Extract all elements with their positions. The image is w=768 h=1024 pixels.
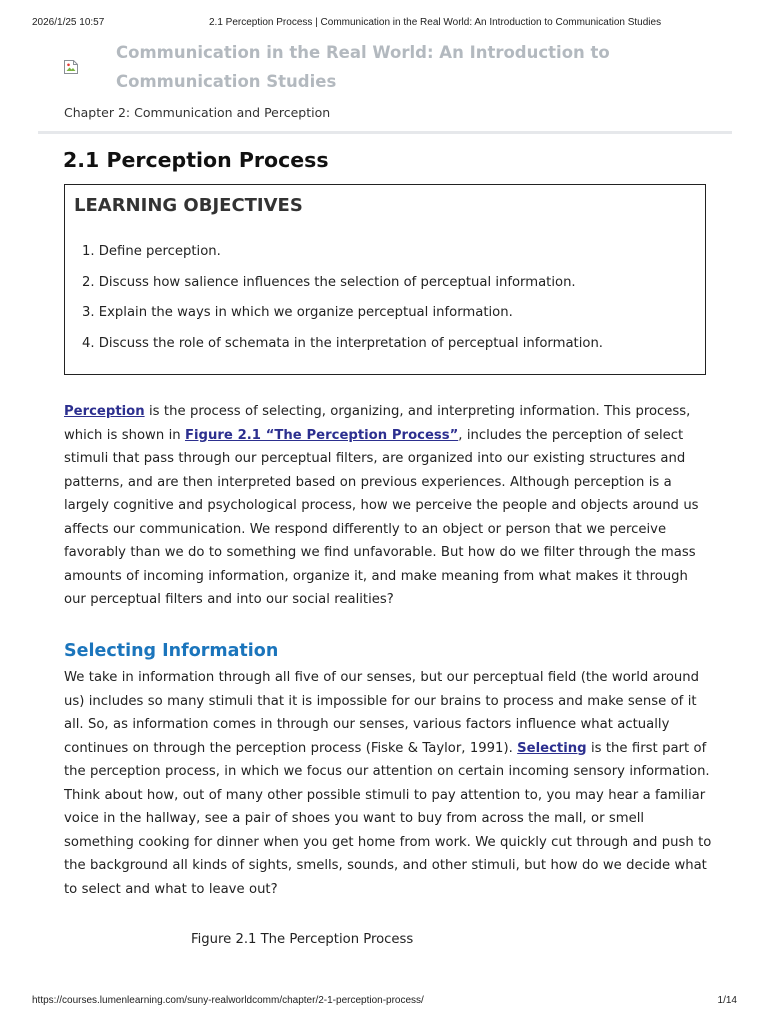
figure-2-1-link[interactable]: Figure 2.1 “The Perception Process” xyxy=(184,427,459,443)
selecting-paragraph xyxy=(64,666,712,901)
learning-objectives-heading: LEARNING OBJECTIVES xyxy=(74,195,303,216)
intro-paragraph xyxy=(64,400,712,612)
objective-item: 2. Discuss how salience influences the selection of perceptual information. xyxy=(82,274,576,290)
page-title: 2.1 Perception Process xyxy=(63,148,329,172)
selecting-text-a: We take in information through all five of our senses, but our perceptual field (the world around us) includes so many stimuli that it is impossible for our brains to process and make sense of it all. So, as information comes in through our senses, various factors influence what actually continues on through the perception process (Fiske & Taylor, 1991). xyxy=(64,670,700,756)
book-title-link[interactable]: Communication in the Real World: An Introduction to Communication Studies xyxy=(116,43,610,91)
perception-term-link[interactable]: Perception xyxy=(64,404,145,419)
section-heading-selecting: Selecting Information xyxy=(64,641,279,661)
objective-item: 3. Explain the ways in which we organize perceptual information. xyxy=(82,305,513,321)
print-url: https://courses.lumenlearning.com/suny-realworldcomm/chapter/2-1-perception-process/ xyxy=(32,995,424,1006)
print-document-title: 2.1 Perception Process | Communication in the Real World: An Introduction to Communication Studies xyxy=(209,17,662,28)
print-page-indicator: 1/14 xyxy=(717,995,737,1006)
learning-objectives-box xyxy=(64,184,706,375)
chapter-breadcrumb: Chapter 2: Communication and Perception xyxy=(64,105,331,120)
learning-objectives-list xyxy=(82,237,603,360)
figure-caption: Figure 2.1 The Perception Process xyxy=(191,932,414,947)
print-footer xyxy=(0,995,768,1009)
print-header xyxy=(0,17,768,31)
intro-text-b: , includes the perception of select stimuli that pass through our perceptual filters, are organized into our existing structures and patterns, and are then interpreted based on previous experiences. Although perception is a largely cognitive and psychological process, how we perceive the people and objects around us affects our communication. We respond differently to an object or person that we perceive favorably than we do to something we find unfavorable. But how do we filter through the mass amounts of incoming information, organize it, and make meaning from what makes it through our perceptual filters and into our social realities? xyxy=(64,427,699,607)
broken-image-icon[interactable] xyxy=(63,59,79,75)
print-datetime: 2026/1/25 10:57 xyxy=(32,17,105,28)
objective-item: 4. Discuss the role of schemata in the interpretation of perceptual information. xyxy=(82,336,603,352)
selecting-text-b: is the first part of the perception process, in which we focus our attention on certain incoming sensory information. Think about how, out of many other possible stimuli to pay attention to, you may hear a familiar voice in the hallway, see a pair of shoes you want to buy from across the mall, or smell something cooking for dinner when you get home from work. We quickly cut through and push to the background all kinds of sights, smells, sounds, and other stimuli, but how do we decide what to select and what to leave out? xyxy=(64,740,712,897)
intro-text-a: is the process of selecting, organizing, and interpreting information. This process, which is shown in xyxy=(64,404,691,443)
objective-item: 1. Define perception. xyxy=(82,244,221,259)
site-header xyxy=(38,36,732,134)
selecting-term-link[interactable]: Selecting xyxy=(517,740,587,756)
